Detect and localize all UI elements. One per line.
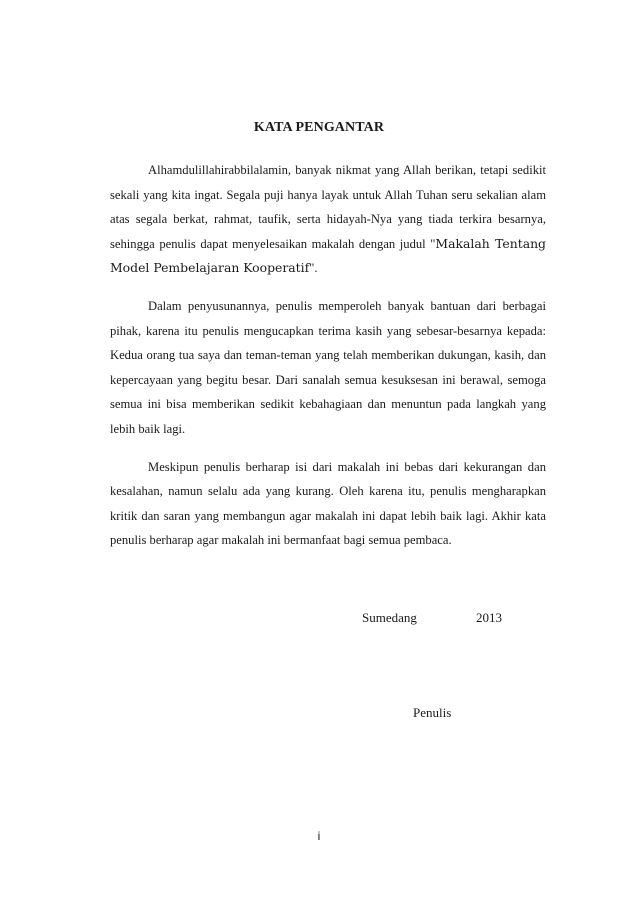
document-body xyxy=(110,158,546,553)
signature-author: Penulis xyxy=(413,705,452,720)
signature-year: 2013 xyxy=(476,610,502,625)
signature-place: Sumedang xyxy=(362,610,417,625)
paragraph-closing: Meskipun penulis berharap isi dari makalah ini bebas dari kekurangan dan kesalahan, namun selalu ada yang kurang. Oleh karena itu, penulis mengharapkan kritik dan saran yang membangun agar makalah ini dapat lebih baik lagi. Akhir kata penulis berharap agar makalah ini bermanfaat bagi semua pembaca. xyxy=(110,459,546,548)
paragraph-opening-text: Alhamdulillahirabbilalamin, banyak nikmat yang Allah berikan, tetapi sedikit sekali yang kita ingat. Segala puji hanya layak untuk Allah Tuhan seru sekalian alam atas segala berkat, rahmat, taufik, serta hidayah-Nya yang tiada terkira besarnya, sehingga penulis dapat menyelesaikan makalah dengan judul xyxy=(110,163,546,251)
page-title: KATA PENGANTAR xyxy=(253,120,385,135)
quote-close: ". xyxy=(309,261,318,276)
page-number: i xyxy=(317,829,321,843)
paragraph-acknowledgement: Dalam penyusunannya, penulis memperoleh banyak bantuan dari berbagai pihak, karena itu penulis mengucapkan terima kasih yang sebesar-besarnya kepada: Kedua orang tua saya dan teman-teman yang telah memberikan dukungan, kasih, dan kepercayaan yang begitu besar. Dari sanalah semua kesuksesan ini berawal, semoga semua ini bisa memberikan sedikit kebahagiaan dan menuntun pada langkah yang lebih baik lagi. xyxy=(110,298,546,436)
quote-open: " xyxy=(430,236,436,251)
paper-title-emphasis: Makalah Tentang Model Pembelajaran Kooperatif xyxy=(110,235,546,276)
paragraph-opening xyxy=(110,158,546,281)
